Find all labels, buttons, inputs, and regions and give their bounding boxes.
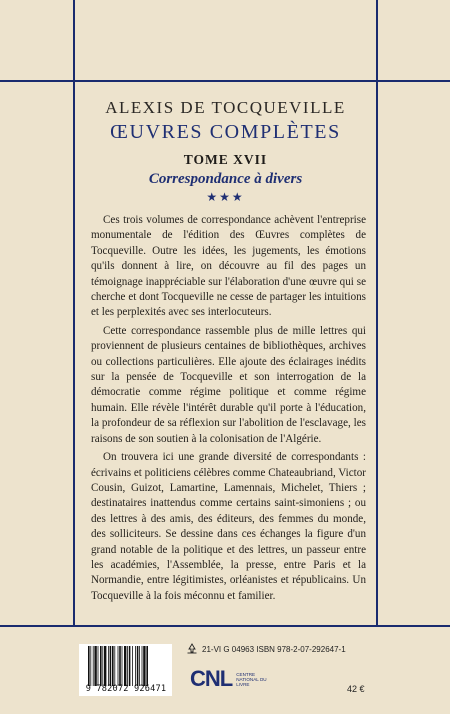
volume-subtitle: Correspondance à divers <box>148 171 303 187</box>
left-rule <box>73 0 75 626</box>
isbn-line <box>186 643 346 655</box>
price: 42 € <box>347 684 365 694</box>
work-title: ŒUVRES COMPLÈTES <box>110 121 341 143</box>
volume-number: TOME XVII <box>183 152 268 167</box>
barcode <box>79 644 172 696</box>
cnl-badge <box>190 666 270 692</box>
author-name: ALEXIS DE TOCQUEVILLE <box>105 98 346 117</box>
bottom-rule <box>0 625 450 627</box>
blurb-paragraph-3: On trouvera ici une grande diversité de correspondants : écrivains et politiciens célèbres comme Chateaubriand, Victor Cousin, Guizot, Lamartine, Lamennais, Michelet, Thiers ; destinataires inattendus comme certains saint-simoniens ; ou des lettres à des amis, des éditeurs, des femmes du monde, des solliciteurs. Se dessine dans ces échanges la figure d'un grand notable de la politique et des lettres, un passeur entre les académies, l'Assemblée, la presse, entre Paris et la Normandie, entre légitimistes, orléanistes et républicains. Un Tocqueville à la fois méconnu et familier. <box>91 451 366 602</box>
barcode-digits: 9 782072 926471 <box>85 684 167 694</box>
cnl-label: CENTRE NATIONAL DU LIVRE <box>236 671 267 687</box>
barcode-bars <box>88 646 168 686</box>
blurb <box>91 213 366 607</box>
cnl-logo: CNL <box>190 666 233 691</box>
right-rule <box>376 0 378 626</box>
blurb-paragraph-1: Ces trois volumes de correspondance achèvent l'entreprise monumentale de l'édition des Œuvres complètes de Tocqueville. Outre les idées, les jugements, les émotions qu'ils donnent à lire, on découvre au fil des pages un témoignage inappréciable sur l'élaboration d'une œuvre qui se cherche et dont Tocqueville ne cesse de partager les intuitions et les perplexités avec ses interlocuteurs. <box>91 214 366 319</box>
blurb-paragraph-2: Cette correspondance rassemble plus de mille lettres qui proviennent de plusieurs centaines de bibliothèques, archives ou collections particulières. Elle ajoute des éclairages inédits sur la pensée de Tocqueville et son interrogation de la démocratie comme régime politique et comme régime humain. Elle révèle l'intérêt durable qu'il porte à l'éducation, la profondeur de sa réflexion sur l'abolition de l'esclavage, les raisons de son soutien à la colonisation de l'Algérie. <box>91 324 366 445</box>
stars-ornament: ★★★ <box>206 190 245 204</box>
top-rule <box>0 80 450 82</box>
title-block <box>74 98 377 205</box>
recycle-icon <box>186 643 198 655</box>
isbn-text: 21-VI G 04963 ISBN 978-2-07-292647-1 <box>202 644 346 654</box>
